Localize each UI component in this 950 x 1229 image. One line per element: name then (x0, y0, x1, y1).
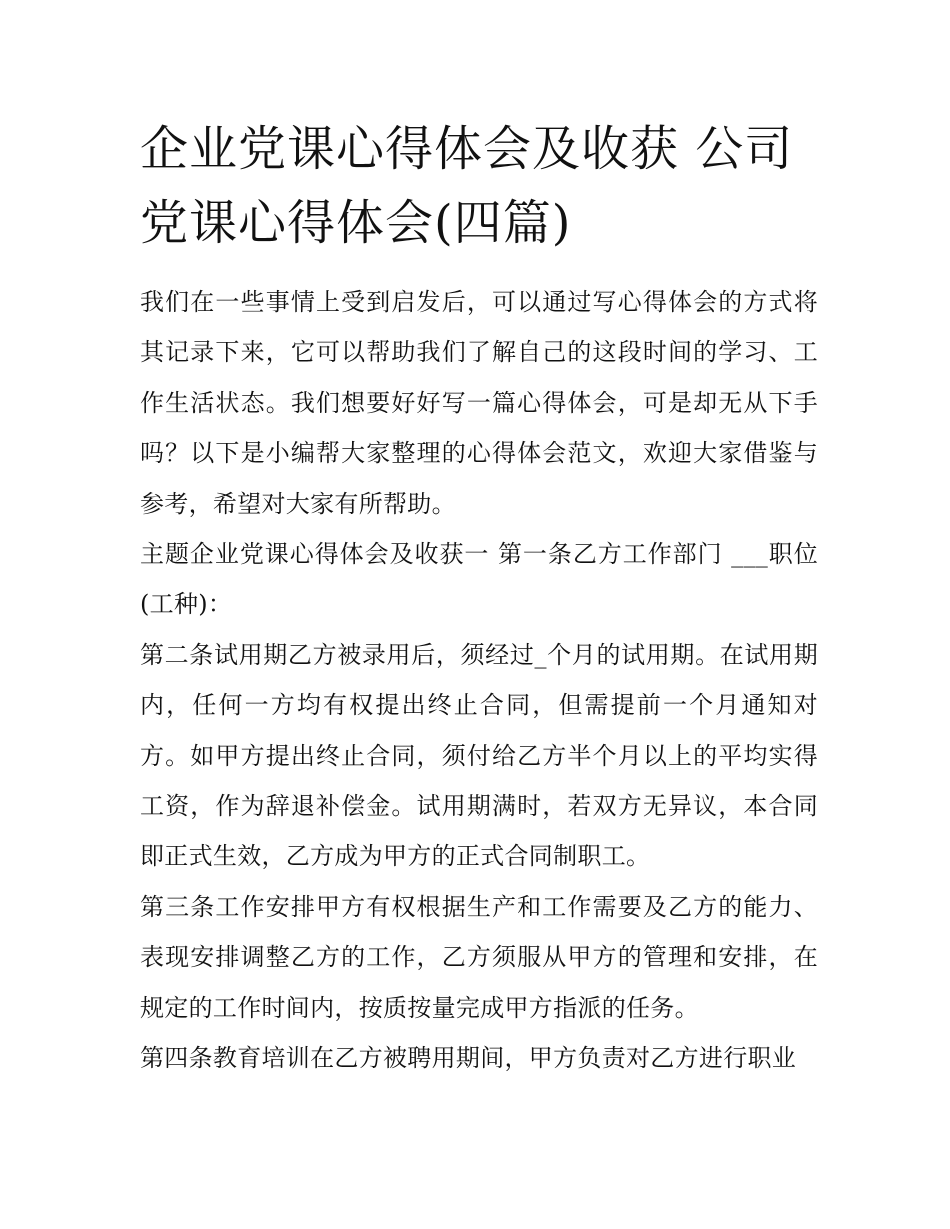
paragraph-clause-4: 第四条教育培训在乙方被聘用期间，甲方负责对乙方进行职业 (140, 1044, 797, 1073)
paragraph-intro: 我们在一些事情上受到启发后，可以通过写心得体会的方式将其记录下来，它可以帮助我们了解自己的这段时间的学习、工作生活状态。我们想要好好写一篇心得体会，可是却无从下手吗？以下是小编帮大家整理的心得体会范文，欢迎大家借鉴与参考，希望对大家有所帮助。 (140, 288, 818, 518)
paragraph-clause-2: 第二条试用期乙方被录用后，须经过_个月的试用期。在试用期内，任何一方均有权提出终止合同，但需提前一个月通知对方。如甲方提出终止合同，须付给乙方半个月以上的平均实得工资，作为辞退补偿金。试用期满时，若双方无异议，本合同即正式生效，乙方成为甲方的正式合同制职工。 (140, 640, 818, 871)
document-body (140, 277, 818, 1084)
paragraph-clause-1: 主题企业党课心得体会及收获一 第一条乙方工作部门 ___职位(工种)： (140, 540, 818, 619)
document-title: 企业党课心得体会及收获 公司党课心得体会(四篇) (140, 121, 794, 251)
paragraph-clause-3: 第三条工作安排甲方有权根据生产和工作需要及乙方的能力、表现安排调整乙方的工作，乙方须服从甲方的管理和安排，在规定的工作时间内，按质按量完成甲方指派的任务。 (140, 892, 818, 1022)
